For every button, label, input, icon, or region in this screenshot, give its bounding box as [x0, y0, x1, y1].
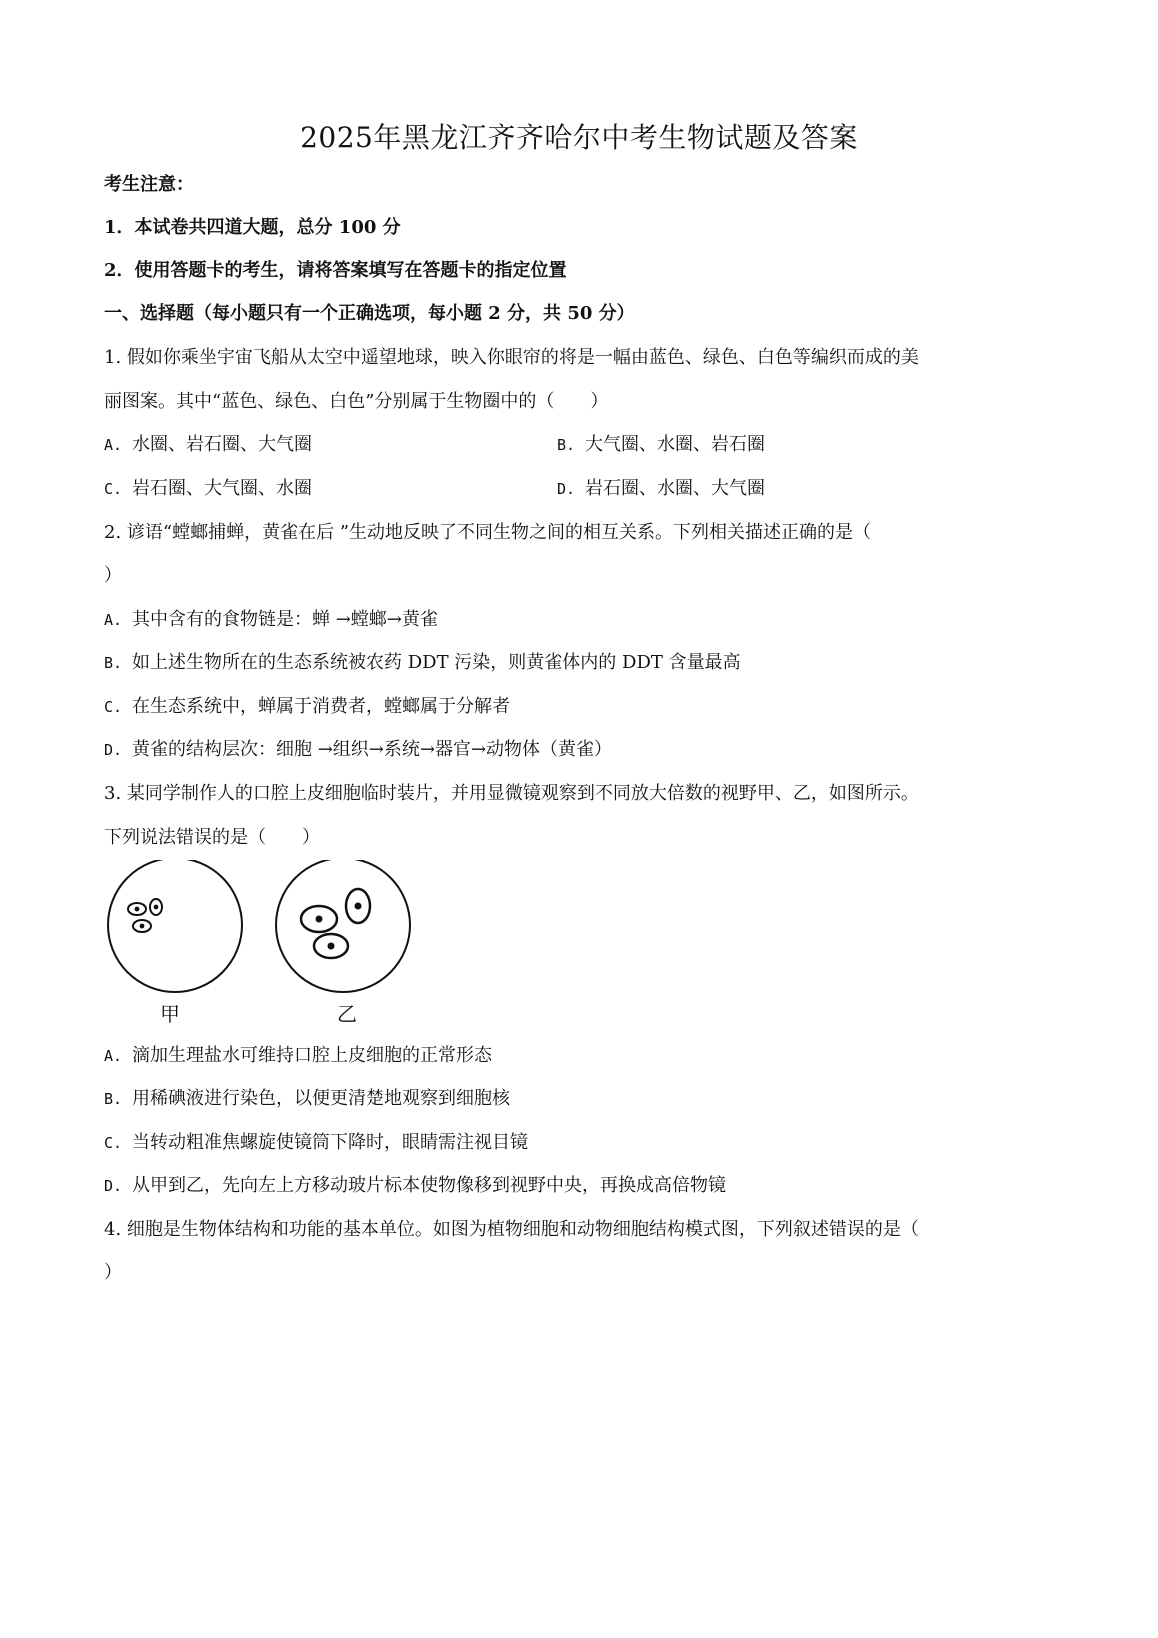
option-text: 当转动粗准焦螺旋使镜筒下降时，眼睛需注视目镜 — [132, 1132, 528, 1153]
option-letter: C. — [104, 480, 123, 498]
cell-nucleus — [328, 943, 335, 950]
view-yi-circle — [276, 860, 410, 992]
option-letter: A. — [104, 1047, 123, 1065]
section-heading: 一、选择题（每小题只有一个正确选项，每小题 2 分，共 50 分） — [104, 303, 635, 324]
option-text: 黄雀的结构层次：细胞 →组织→系统→器官→动物体（黄雀） — [132, 739, 613, 760]
option-letter: D. — [104, 1177, 123, 1195]
option-text: 滴加生理盐水可维持口腔上皮细胞的正常形态 — [132, 1045, 492, 1066]
cell-nucleus — [316, 916, 323, 923]
option-text: 大气圈、水圈、岩石圈 — [585, 434, 765, 455]
option-letter: A. — [104, 436, 123, 454]
q2-option-c — [104, 692, 510, 718]
q2-option-a — [104, 605, 438, 631]
cell-nucleus — [135, 907, 140, 912]
q1-option-a — [104, 430, 312, 456]
option-text: 从甲到乙，先向左上方移动玻片标本使物像移到视野中央，再换成高倍物镜 — [132, 1175, 726, 1196]
option-letter: C. — [104, 698, 123, 716]
q1-option-d — [557, 474, 765, 500]
q1-stem-line-2: 丽图案。其中“蓝色、绿色、白色”分别属于生物圈中的（ ） — [104, 391, 609, 412]
q3-option-b — [104, 1084, 510, 1110]
microscope-view-figure — [104, 860, 424, 1030]
q3-stem-line-2: 下列说法错误的是（ ） — [104, 827, 320, 848]
microscope-views-diagram — [104, 860, 424, 1030]
option-text: 岩石圈、水圈、大气圈 — [585, 478, 765, 499]
q3-stem-line-1: 3. 某同学制作人的口腔上皮细胞临时装片，并用显微镜观察到不同放大倍数的视野甲、乙，如图所示。 — [104, 783, 919, 804]
notice-item-1: 1．本试卷共四道大题，总分 100 分 — [104, 217, 401, 238]
option-letter: C. — [104, 1134, 123, 1152]
cell-nucleus — [140, 924, 145, 929]
q2-option-b — [104, 648, 741, 674]
option-letter: B. — [557, 436, 576, 454]
option-text: 其中含有的食物链是：蝉 →螳螂→黄雀 — [132, 609, 438, 630]
option-letter: B. — [104, 1090, 123, 1108]
option-text: 水圈、岩石圈、大气圈 — [132, 434, 312, 455]
option-letter: A. — [104, 611, 123, 629]
option-text: 用稀碘液进行染色，以便更清楚地观察到细胞核 — [132, 1088, 510, 1109]
q3-option-d — [104, 1171, 726, 1197]
q1-stem-line-1: 1. 假如你乘坐宇宙飞船从太空中遥望地球，映入你眼帘的将是一幅由蓝色、绿色、白色等编织而成的美 — [104, 347, 919, 368]
option-text: 如上述生物所在的生态系统被农药 DDT 污染，则黄雀体内的 DDT 含量最高 — [132, 652, 741, 673]
q4-stem-line-1: 4. 细胞是生物体结构和功能的基本单位。如图为植物细胞和动物细胞结构模式图，下列叙述错误的是（ — [104, 1219, 919, 1240]
notice-item-2: 2．使用答题卡的考生，请将答案填写在答题卡的指定位置 — [104, 260, 567, 281]
q3-option-a — [104, 1041, 492, 1067]
option-text: 岩石圈、大气圈、水圈 — [132, 478, 312, 499]
q3-option-c — [104, 1128, 528, 1154]
option-letter: D. — [104, 741, 123, 759]
notice-heading: 考生注意： — [104, 174, 194, 195]
cell-nucleus — [154, 905, 159, 910]
q2-stem-line-1: 2. 谚语“螳螂捕蝉，黄雀在后 ”生动地反映了不同生物之间的相互关系。下列相关描述正确的是（ — [104, 522, 872, 543]
option-letter: B. — [104, 654, 123, 672]
page-title: 2025年黑龙江齐齐哈尔中考生物试题及答案 — [300, 121, 858, 154]
option-text: 在生态系统中，蝉属于消费者，螳螂属于分解者 — [132, 696, 510, 717]
option-letter: D. — [557, 480, 576, 498]
view-jia-circle — [108, 860, 242, 992]
q1-option-c — [104, 474, 312, 500]
q1-option-b — [557, 430, 765, 456]
figure-label-yi: 乙 — [337, 1002, 357, 1026]
q4-stem-line-2: ） — [104, 1262, 122, 1283]
q2-option-d — [104, 735, 612, 761]
figure-label-jia: 甲 — [160, 1002, 180, 1026]
cell-nucleus — [355, 903, 362, 910]
q2-stem-line-2: ） — [104, 565, 122, 586]
